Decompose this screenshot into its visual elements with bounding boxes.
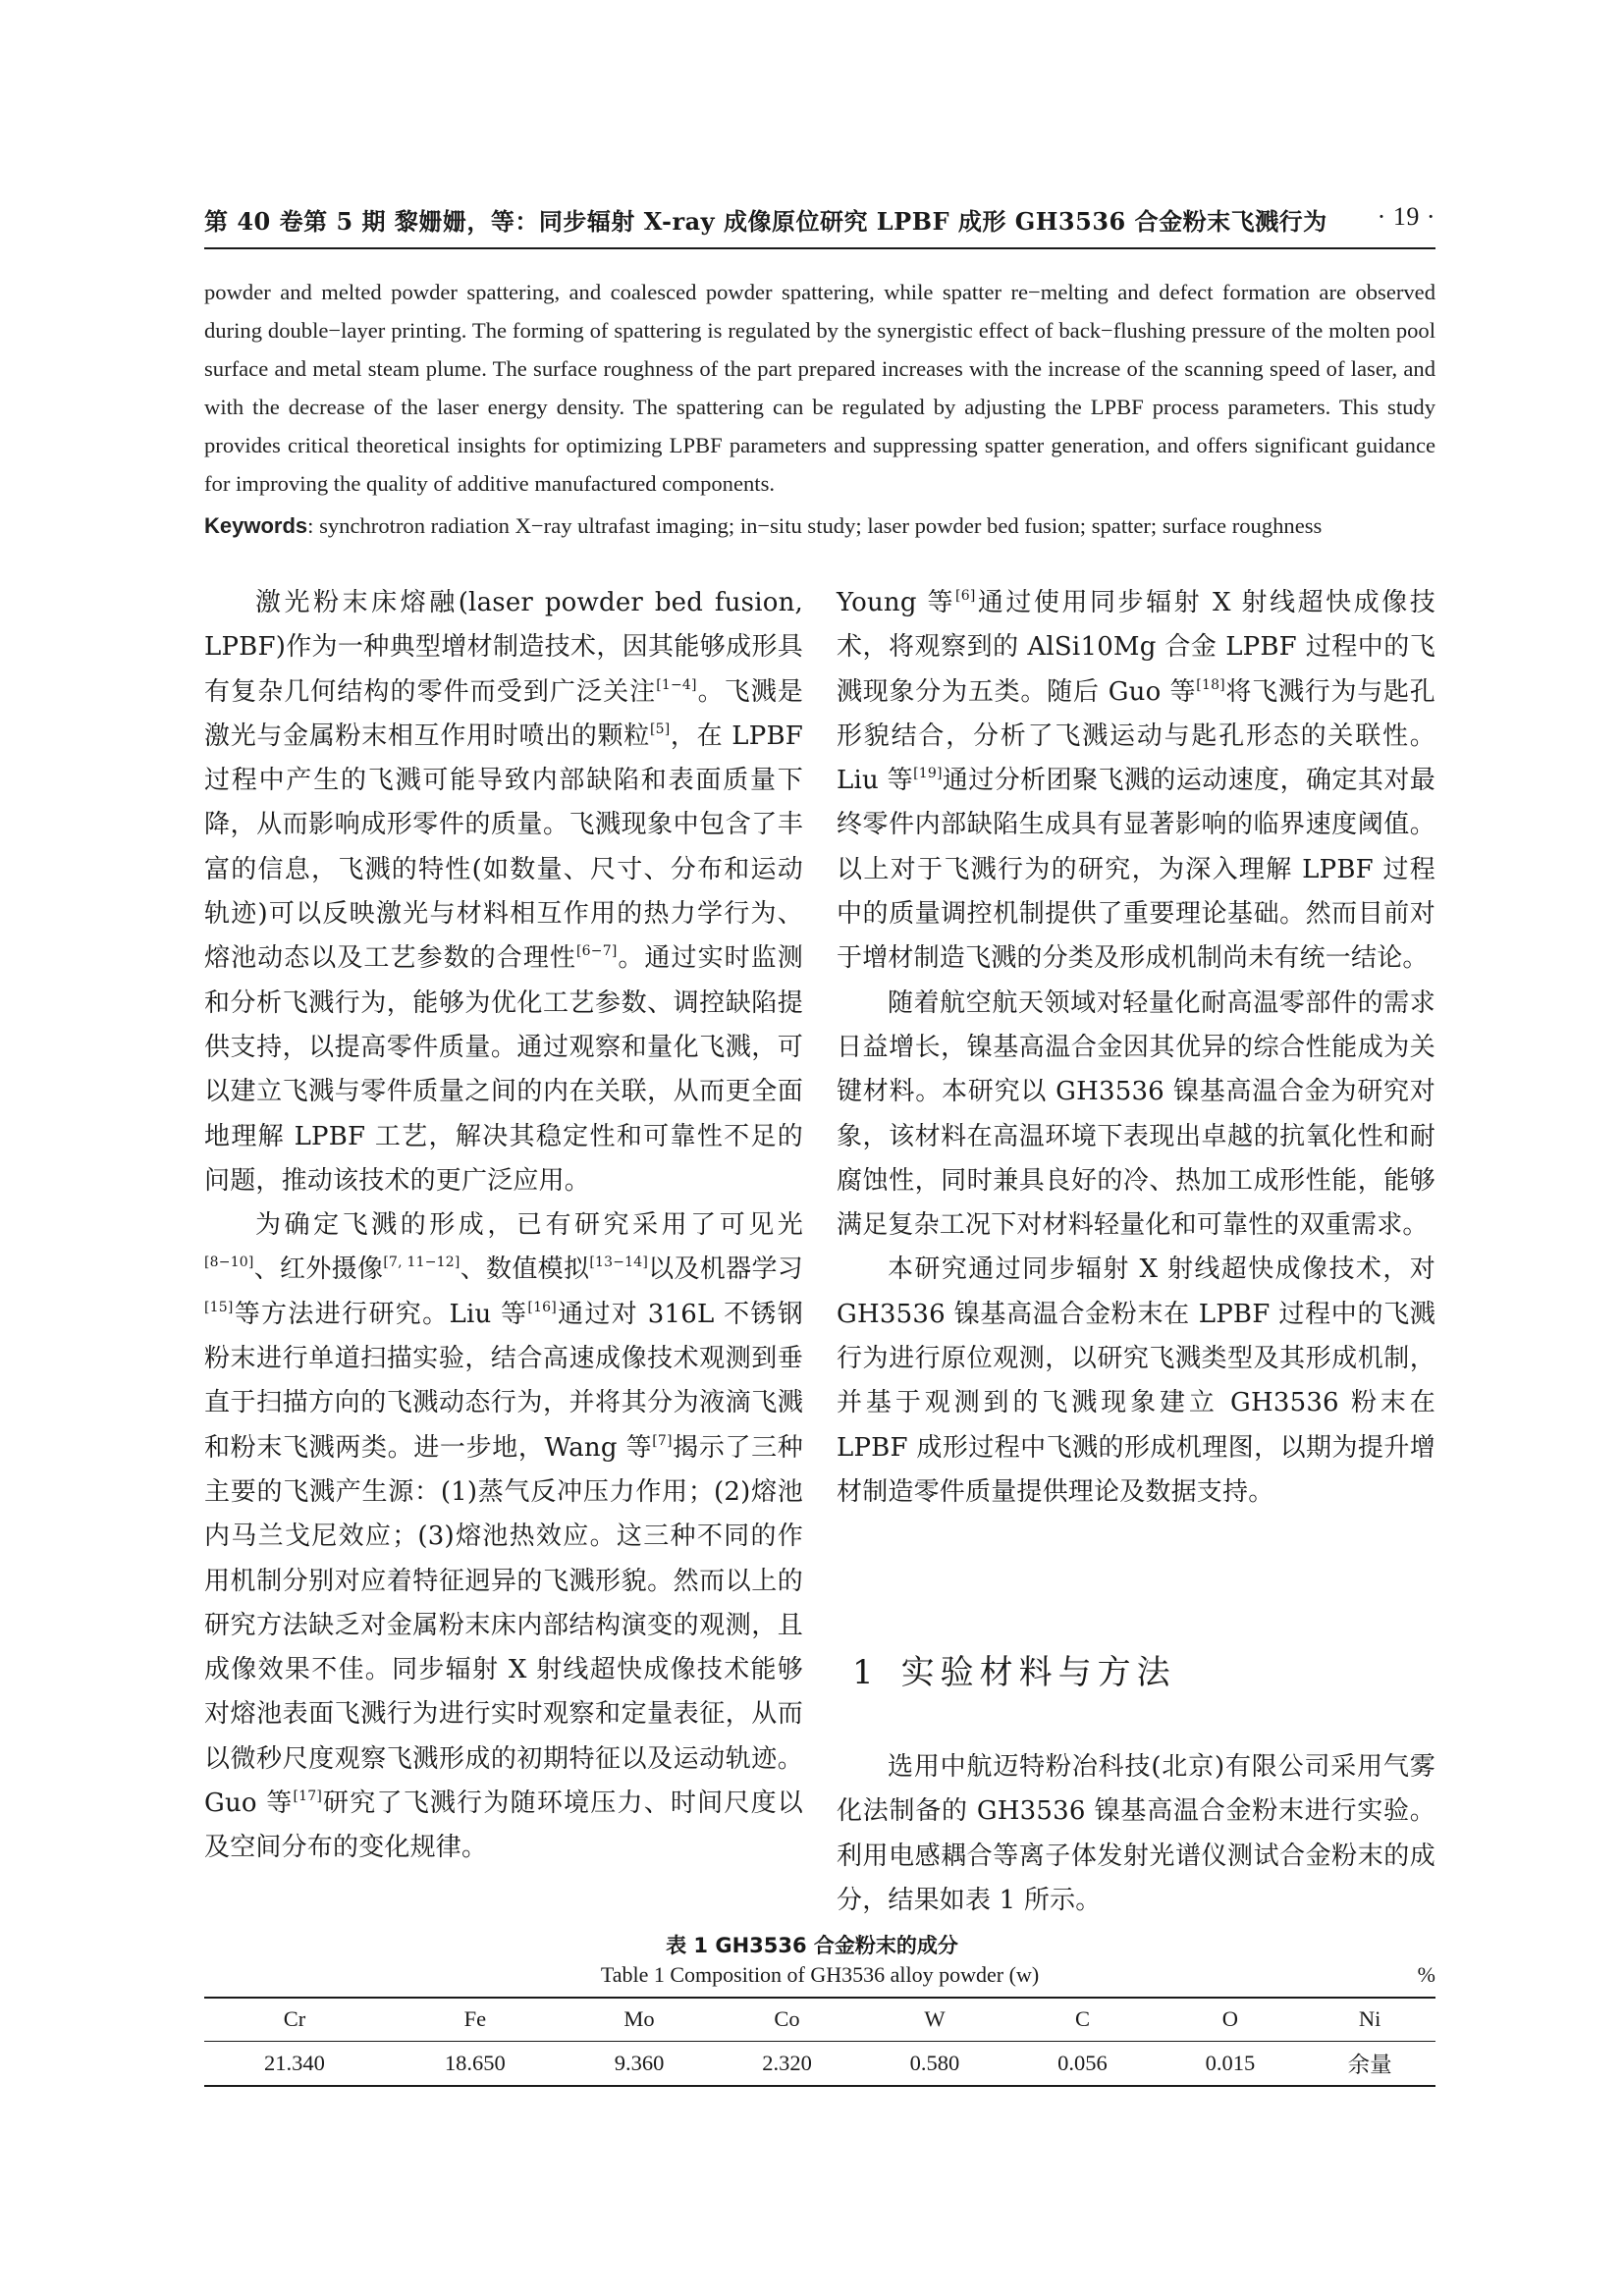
table-cell: 0.580 xyxy=(861,2041,1008,2086)
table-header-cell: Cr xyxy=(204,1998,385,2041)
intro-paragraph-1: 激光粉末床熔融(laser powder bed fusion, LPBF)作为一种典型增材制造技术，因其能够成形具有复杂几何结构的零件而受到广泛关注[1−4]。飞溅是激光与金属粉末相互作用时喷出的颗粒[5]，在 LPBF 过程中产生的飞溅可能导致内部缺陷和表面质量下降，从而影响成形零件的质量。飞溅现象中包含了丰富的信息，飞溅的特性(如数量、尺寸、分布和运动轨迹)可以反映激光与材料相互作用的热力学行为、熔池动态以及工艺参数的合理性[6−7]。通过实时监测和分析飞溅行为，能够为优化工艺参数、调控缺陷提供支持，以提高零件质量。通过观察和量化飞溅，可以建立飞溅与零件质量之间的内在关联，从而更全面地理解 LPBF 工艺，解决其稳定性和可靠性不足的问题，推动该技术的更广泛应用。 xyxy=(204,588,803,1196)
table-header-row xyxy=(204,1998,1435,2041)
body-right-column xyxy=(837,581,1435,1515)
section-heading xyxy=(852,1645,1176,1693)
table-row xyxy=(204,2041,1435,2086)
abstract-continuation: powder and melted powder spattering, and coalesced powder spattering, while spatter re−melting and defect formation are observed during double−layer printing. The forming of spattering is regulated by the synergistic effect of back−flushing pressure of the molten pool surface and metal steam plume. The surface roughness of the part prepared increases with the increase of the scanning speed of laser, and with the decrease of the laser energy density. The spattering can be regulated by adjusting the LPBF process parameters. This study provides critical theoretical insights for optimizing LPBF parameters and suppressing spatter generation, and offers significant guidance for improving the quality of additive manufactured components. xyxy=(204,280,1435,496)
composition-table xyxy=(204,1997,1435,2087)
citation: [5] xyxy=(649,721,671,737)
citation: [8−10] xyxy=(204,1255,254,1271)
table-cell: 余量 xyxy=(1304,2041,1435,2086)
intro-paragraph-2: 为确定飞溅的形成，已有研究采用了可见光[8−10]、红外摄像[7, 11−12]、数值模拟[13−14]以及机器学习[15]等方法进行研究。Liu 等[16]通过对 316L 不锈钢粉末进行单道扫描实验，结合高速成像技术观测到垂直于扫描方向的飞溅动态行为，并将其分为液滴飞溅和粉末飞溅两类。进一步地，Wang 等[7]揭示了三种主要的飞溅产生源：(1)蒸气反冲压力作用；(2)熔池内马兰戈尼效应；(3)熔池热效应。这三种不同的作用机制分别对应着特征迥异的飞溅形貌。然而以上的研究方法缺乏对金属粉末床内部结构演变的观测，且成像效果不佳。同步辐射 X 射线超快成像技术能够对熔池表面飞溅行为进行实时观察和定量表征，从而以微秒尺度观察飞溅形成的初期特征以及运动轨迹。Guo 等[17]研究了飞溅行为随环境压力、时间尺度以及空间分布的变化规律。 xyxy=(204,1210,803,1863)
citation: [6] xyxy=(955,588,976,604)
keywords-text: synchrotron radiation X−ray ultrafast imaging; in−situ study; laser powder bed fusion; spatter; surface roughness xyxy=(319,513,1323,538)
keywords xyxy=(204,510,1435,542)
table-header-cell: C xyxy=(1008,1998,1156,2041)
table-header-cell: Mo xyxy=(566,1998,713,2041)
citation: [7, 11−12] xyxy=(383,1255,460,1271)
citation: [7] xyxy=(652,1432,673,1449)
keywords-label: Keywords xyxy=(204,513,308,538)
citation: [13−14] xyxy=(589,1255,649,1271)
running-title: 第 40 卷第 5 期 黎姗姗，等：同步辐射 X-ray 成像原位研究 LPBF 成形 GH3536 合金粉末飞溅行为 xyxy=(204,207,1327,236)
intro-paragraph-4: 随着航空航天领域对轻量化耐高温零部件的需求日益增长，镍基高温合金因其优异的综合性能成为关键材料。本研究以 GH3536 镍基高温合金为研究对象，该材料在高温环境下表现出卓越的抗氧化性和耐腐蚀性，同时兼具良好的冷、热加工成形性能，能够满足复杂工况下对材料轻量化和可靠性的双重需求。 xyxy=(837,988,1435,1241)
citation: [19] xyxy=(913,766,943,782)
citation: [16] xyxy=(527,1299,557,1315)
table-cell: 2.320 xyxy=(713,2041,860,2086)
intro-paragraph-3: Young 等[6]通过使用同步辐射 X 射线超快成像技术，将观察到的 AlSi10Mg 合金 LPBF 过程中的飞溅现象分为五类。随后 Guo 等[18]将飞溅行为与匙孔形貌结合，分析了飞溅运动与匙孔形态的关联性。Liu 等[19]通过分析团聚飞溅的运动速度，确定其对最终零件内部缺陷生成具有显著影响的临界速度阈值。以上对于飞溅行为的研究，为深入理解 LPBF 过程中的质量调控机制提供了重要理论基础。然而目前对于增材制造飞溅的分类及形成机制尚未有统一结论。 xyxy=(837,588,1435,974)
body-right-column-lower xyxy=(837,1745,1435,1923)
table-header-cell: W xyxy=(861,1998,1008,2041)
table-cell: 9.360 xyxy=(566,2041,713,2086)
table-header-cell: Ni xyxy=(1304,1998,1435,2041)
table-caption-en: Table 1 Composition of GH3536 alloy powder (w) xyxy=(600,1962,1040,1987)
running-header xyxy=(204,202,1435,237)
citation: [17] xyxy=(293,1789,323,1805)
section-title: 实验材料与方法 xyxy=(900,1653,1176,1692)
citation: [1−4] xyxy=(656,676,697,693)
table-cell: 0.015 xyxy=(1157,2041,1304,2086)
keywords-separator: : xyxy=(307,513,320,538)
citation: [18] xyxy=(1196,676,1225,693)
citation: [6−7] xyxy=(576,943,618,960)
table-cell: 0.056 xyxy=(1008,2041,1156,2086)
table-unit: % xyxy=(1417,1962,1435,1987)
intro-paragraph-5: 本研究通过同步辐射 X 射线超快成像技术，对 GH3536 镍基高温合金粉末在 LPBF 过程中的飞溅行为进行原位观测，以研究飞溅类型及其形成机制，并基于观测到的飞溅现象建立 GH3536 粉末在 LPBF 成形过程中飞溅的形成机理图，以期为提升增材制造零件质量提供理论及数据支持。 xyxy=(837,1255,1435,1507)
body-left-column xyxy=(204,581,803,1871)
table-cell: 18.650 xyxy=(385,2041,566,2086)
table-header-cell: Fe xyxy=(385,1998,566,2041)
citation: [15] xyxy=(204,1299,234,1315)
table-header-cell: O xyxy=(1157,1998,1304,2041)
table-cell: 21.340 xyxy=(204,2041,385,2086)
section-number: 1 xyxy=(852,1653,880,1692)
table-header-cell: Co xyxy=(713,1998,860,2041)
table-caption-zh: 表 1 GH3536 合金粉末的成分 xyxy=(666,1934,958,1957)
header-rule xyxy=(204,247,1435,249)
methods-paragraph-1: 选用中航迈特粉冶科技(北京)有限公司采用气雾化法制备的 GH3536 镍基高温合金粉末进行实验。利用电感耦合等离子体发射光谱仪测试合金粉末的成分，结果如表 1 所示。 xyxy=(837,1752,1435,1915)
page-number: · 19 · xyxy=(1377,202,1435,231)
